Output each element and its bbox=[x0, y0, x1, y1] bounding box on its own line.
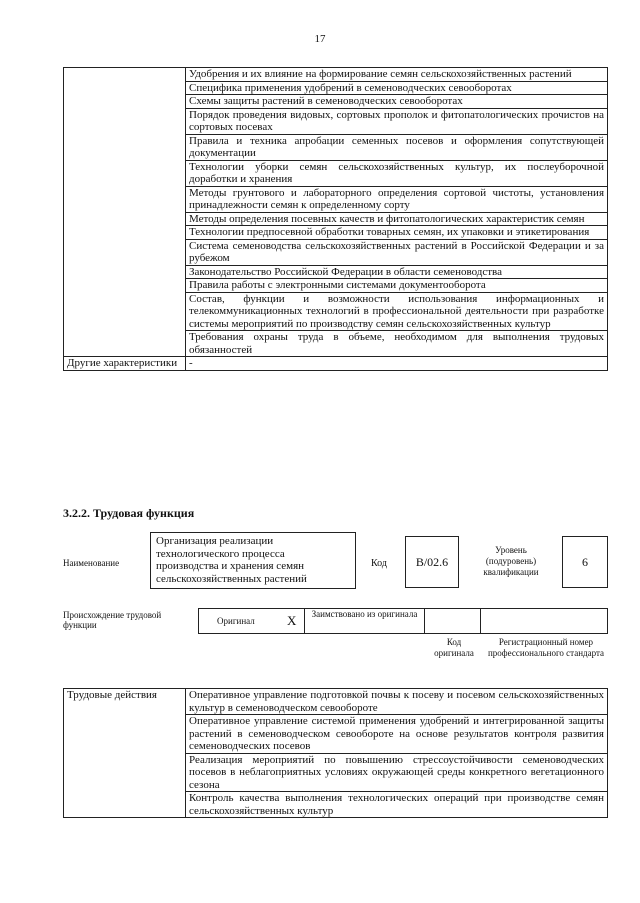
knowledge-row: Технологии предпосевной обработки товарных семян, их упаковки и этикетирования bbox=[186, 226, 608, 240]
action-row: Контроль качества выполнения технологических операций при производстве семян сельскохозяйственных культур bbox=[186, 792, 608, 818]
borrowed-label: Заимствовано из оригинала bbox=[305, 609, 425, 633]
origin-label: Происхождение трудовой функции bbox=[63, 610, 162, 630]
original-code-caption: Код оригинала bbox=[434, 637, 474, 658]
other-characteristics-label: Другие характеристики bbox=[64, 357, 186, 371]
original-mark: X bbox=[287, 613, 297, 628]
knowledge-row: Порядок проведения видовых, сортовых прополок и фитопатологических прочистов на сортовых посевах bbox=[186, 108, 608, 134]
action-row: Реализация мероприятий по повышению стрессоустойчивости семеноводческих посевов в неблагоприятных условиях окружающей среды конкретного вегетационного сезона bbox=[186, 753, 608, 792]
name-label: Наименование bbox=[63, 558, 120, 568]
knowledge-row: Состав, функции и возможности использования информационных и телекоммуникационных технологий в профессиональной деятельности при разработке системы мероприятий по производству семян сельскохозяйственных культур bbox=[186, 292, 608, 331]
code-label: Код bbox=[371, 558, 387, 569]
knowledge-row: Законодательство Российской Федерации в области семеноводства bbox=[186, 265, 608, 279]
knowledge-row: Технологии уборки семян сельскохозяйственных культур, их послеуборочной доработки и хранения bbox=[186, 160, 608, 186]
knowledge-row: Методы грунтового и лабораторного определения сортовой чистоты, установления принадлежности семян к определенному сорту bbox=[186, 186, 608, 212]
actions-table bbox=[63, 688, 608, 818]
original-cell bbox=[199, 609, 305, 633]
level-label: Уровень (подуровень) квалификации bbox=[483, 545, 539, 577]
knowledge-table bbox=[63, 67, 608, 371]
knowledge-row: Схемы защиты растений в семеноводческих севооборотах bbox=[186, 95, 608, 109]
knowledge-row: Правила и техника апробации семенных посевов и оформления сопутствующей документации bbox=[186, 134, 608, 160]
other-characteristics-value: - bbox=[186, 357, 608, 371]
original-label: Оригинал bbox=[217, 616, 255, 626]
knowledge-row: Специфика применения удобрений в семеноводческих севооборотах bbox=[186, 81, 608, 95]
knowledge-row: Удобрения и их влияние на формирование семян сельскохозяйственных растений bbox=[186, 68, 608, 82]
name-value: Организация реализации технологического процесса производства и хранения семян сельскохозяйственных растений bbox=[150, 532, 356, 589]
knowledge-row: Методы определения посевных качеств и фитопатологических характеристик семян bbox=[186, 212, 608, 226]
actions-label: Трудовые действия bbox=[64, 689, 186, 818]
origin-row bbox=[198, 608, 608, 634]
knowledge-row: Правила работы с электронными системами документооборота bbox=[186, 279, 608, 293]
knowledge-row: Система семеноводства сельскохозяйственных растений в Российской Федерации и за рубежом bbox=[186, 239, 608, 265]
action-row: Оперативное управление системой применения удобрений и интегрированной защиты растений в семеноводческом севообороте на основе результатов контроля развития семеноводческих посевов bbox=[186, 715, 608, 754]
original-code-cell bbox=[425, 609, 481, 633]
code-value: B/02.6 bbox=[405, 536, 459, 588]
knowledge-label-cell bbox=[64, 68, 186, 357]
reg-number-caption: Регистрационный номер профессионального стандарта bbox=[487, 637, 605, 658]
level-value: 6 bbox=[562, 536, 608, 588]
page-number: 17 bbox=[314, 33, 326, 45]
action-row: Оперативное управление подготовкой почвы к посеву и посевом сельскохозяйственных культур в семеноводческом севообороте bbox=[186, 689, 608, 715]
knowledge-row: Требования охраны труда в объеме, необходимом для выполнения трудовых обязанностей bbox=[186, 331, 608, 357]
section-title: 3.2.2. Трудовая функция bbox=[63, 506, 195, 520]
